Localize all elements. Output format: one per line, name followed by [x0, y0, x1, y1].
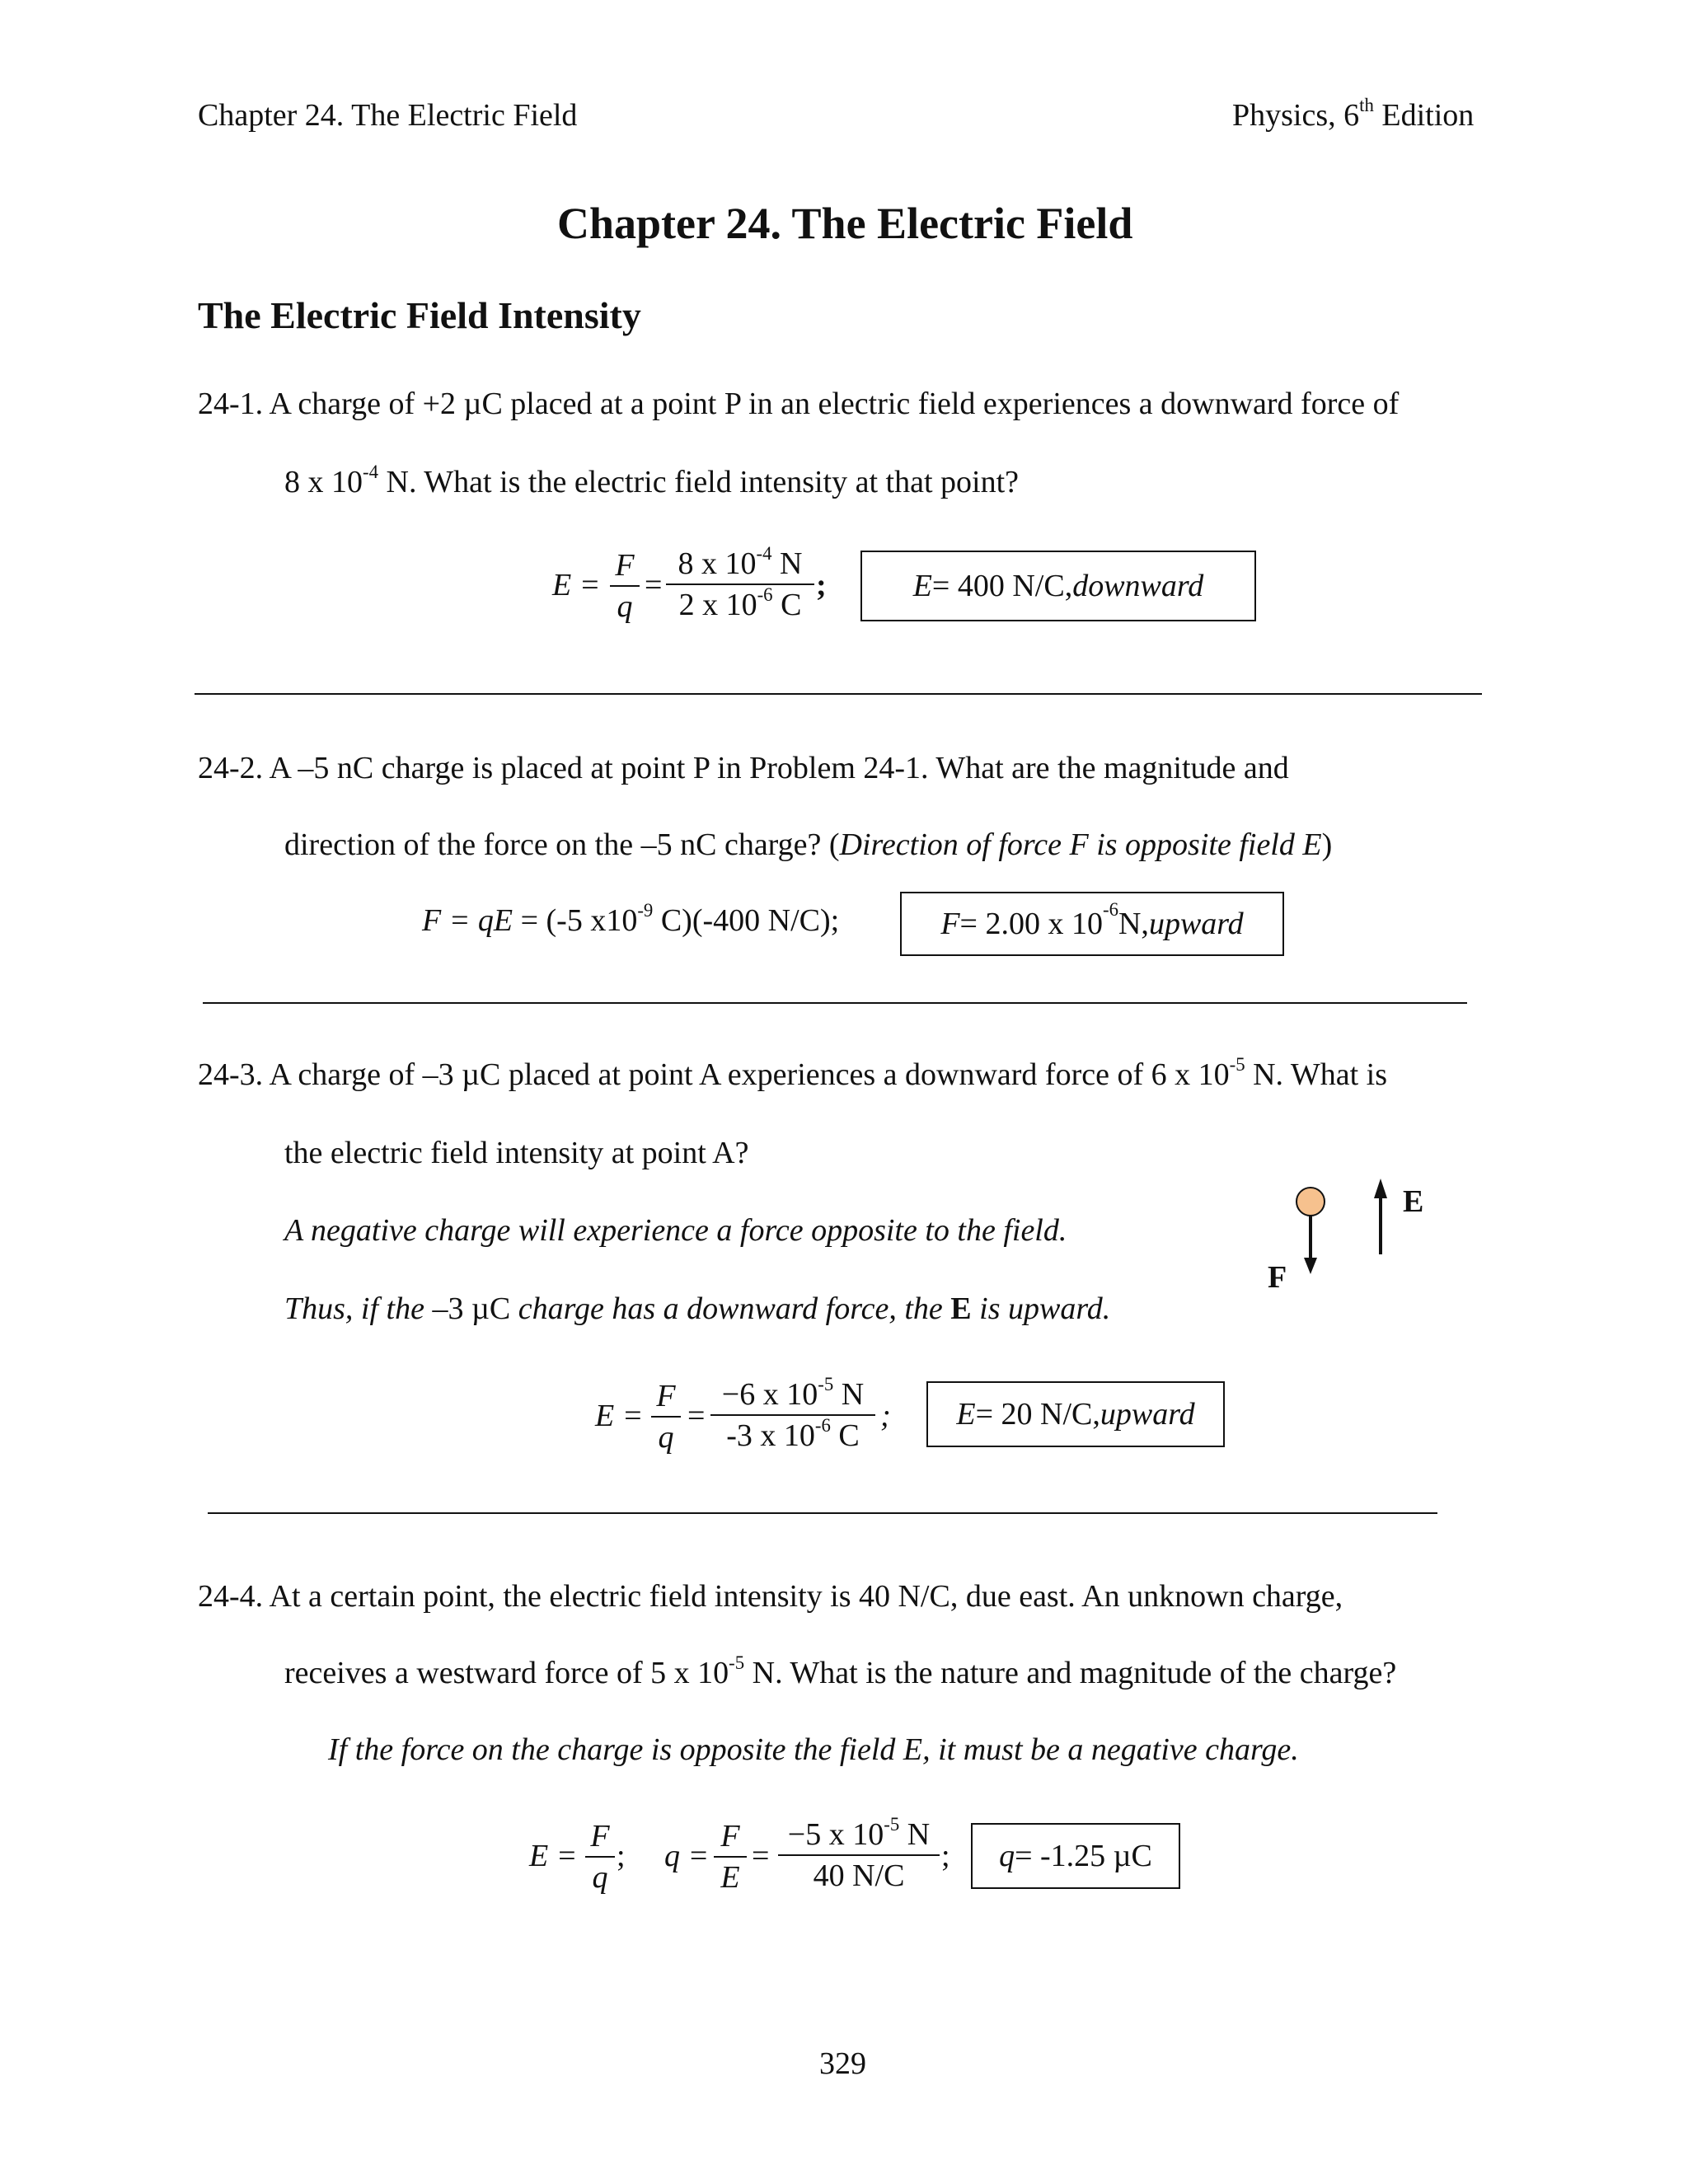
problem-24-3-note-line2: Thus, if the –3 µC charge has a downward force, the E is upward.: [284, 1291, 1111, 1326]
equation-semicolon: ;: [941, 1839, 950, 1873]
section-heading: The Electric Field Intensity: [198, 294, 641, 336]
problem-24-3-text-line2: the electric field intensity at point A?: [284, 1136, 749, 1170]
problem-24-1-text: 24-1. A charge of +2 µC placed at a point P in an electric field experiences a downward force of: [198, 387, 1400, 421]
answer-box-24-2: F = 2.00 x 10 $^{-6}$ N, upward: [900, 892, 1284, 956]
charge-icon: [1296, 1188, 1325, 1216]
equation-equals: =: [645, 568, 663, 602]
problem-24-1-text-line2: 8 x $10^{-4}$ N. What is the electric field intensity at that point?: [284, 461, 1020, 499]
problem-24-4-note: If the force on the charge is opposite the field E, it must be a negative charge.: [328, 1732, 1299, 1767]
problem-24-2-text: 24-2. A –5 nC charge is placed at point P in Problem 24-1. What are the magnitude and: [198, 751, 1289, 785]
answer-box-24-4: q = -1.25 µC: [971, 1823, 1180, 1889]
equation-e-label: E =: [552, 568, 601, 602]
page-title: Chapter 24. The Electric Field: [557, 199, 1133, 248]
problem-24-3-text: 24-3. A charge of –3 µC placed at point A experiences a downward force of 6 x $10^{-5}$ N. What is: [198, 1053, 1388, 1092]
equation-e-label: E =: [529, 1839, 578, 1873]
fraction-f-over-q: F q: [651, 1378, 681, 1455]
fraction-f-over-e: F E: [714, 1818, 747, 1896]
problem-24-4-text: 24-4. At a certain point, the electric field intensity is 40 N/C, due east. An unknown charge,: [198, 1579, 1343, 1614]
page-number: 329: [819, 2046, 866, 2081]
problem-24-4-text-line2: receives a westward force of 5 x $10^{-5}$ N. What is the nature and magnitude of the charge?: [284, 1652, 1397, 1690]
fraction-values: −6 x $10^{-5}$ N -3 x $10^{-6}$ C: [710, 1376, 875, 1454]
equation-equals: =: [687, 1399, 706, 1433]
problem-24-2-equation: F = qE = (-5 $x10^{-9}$ C)(-400 N/C);: [422, 899, 840, 938]
charge-field-diagram: [1269, 1154, 1451, 1302]
divider: [208, 1512, 1437, 1514]
answer-box-24-3: E = 20 N/C, upward: [926, 1381, 1225, 1447]
problem-24-2-text-line2: direction of the force on the –5 nC charge? (Direction of force F is opposite field E): [284, 827, 1333, 862]
running-header-right: Physics, 6th Edition: [1232, 94, 1475, 133]
equation-semicolon: ;: [816, 568, 827, 602]
running-header-left: Chapter 24. The Electric Field: [198, 98, 578, 133]
force-label: F: [1268, 1260, 1287, 1295]
fraction-values: 8 x $10^{-4}$ N 2 x $10^{-6}$ C: [666, 546, 814, 623]
equation-e-label: E =: [595, 1399, 644, 1433]
divider: [195, 693, 1482, 695]
fraction-f-over-q: F q: [610, 547, 640, 625]
fraction-f-over-q: F q: [585, 1818, 615, 1896]
field-label: E: [1403, 1184, 1424, 1219]
problem-24-3-note: A negative charge will experience a force opposite to the field.: [284, 1213, 1067, 1248]
equation-equals: =: [752, 1839, 770, 1873]
equation-semicolon: ;: [617, 1839, 626, 1873]
fraction-values: −5 x $10^{-5}$ N 40 N/C: [778, 1816, 940, 1894]
divider: [203, 1002, 1467, 1004]
equation-semicolon: ;: [880, 1399, 891, 1433]
equation-q-label: q =: [664, 1839, 710, 1873]
answer-box-24-1: E = 400 N/C, downward: [860, 551, 1256, 621]
